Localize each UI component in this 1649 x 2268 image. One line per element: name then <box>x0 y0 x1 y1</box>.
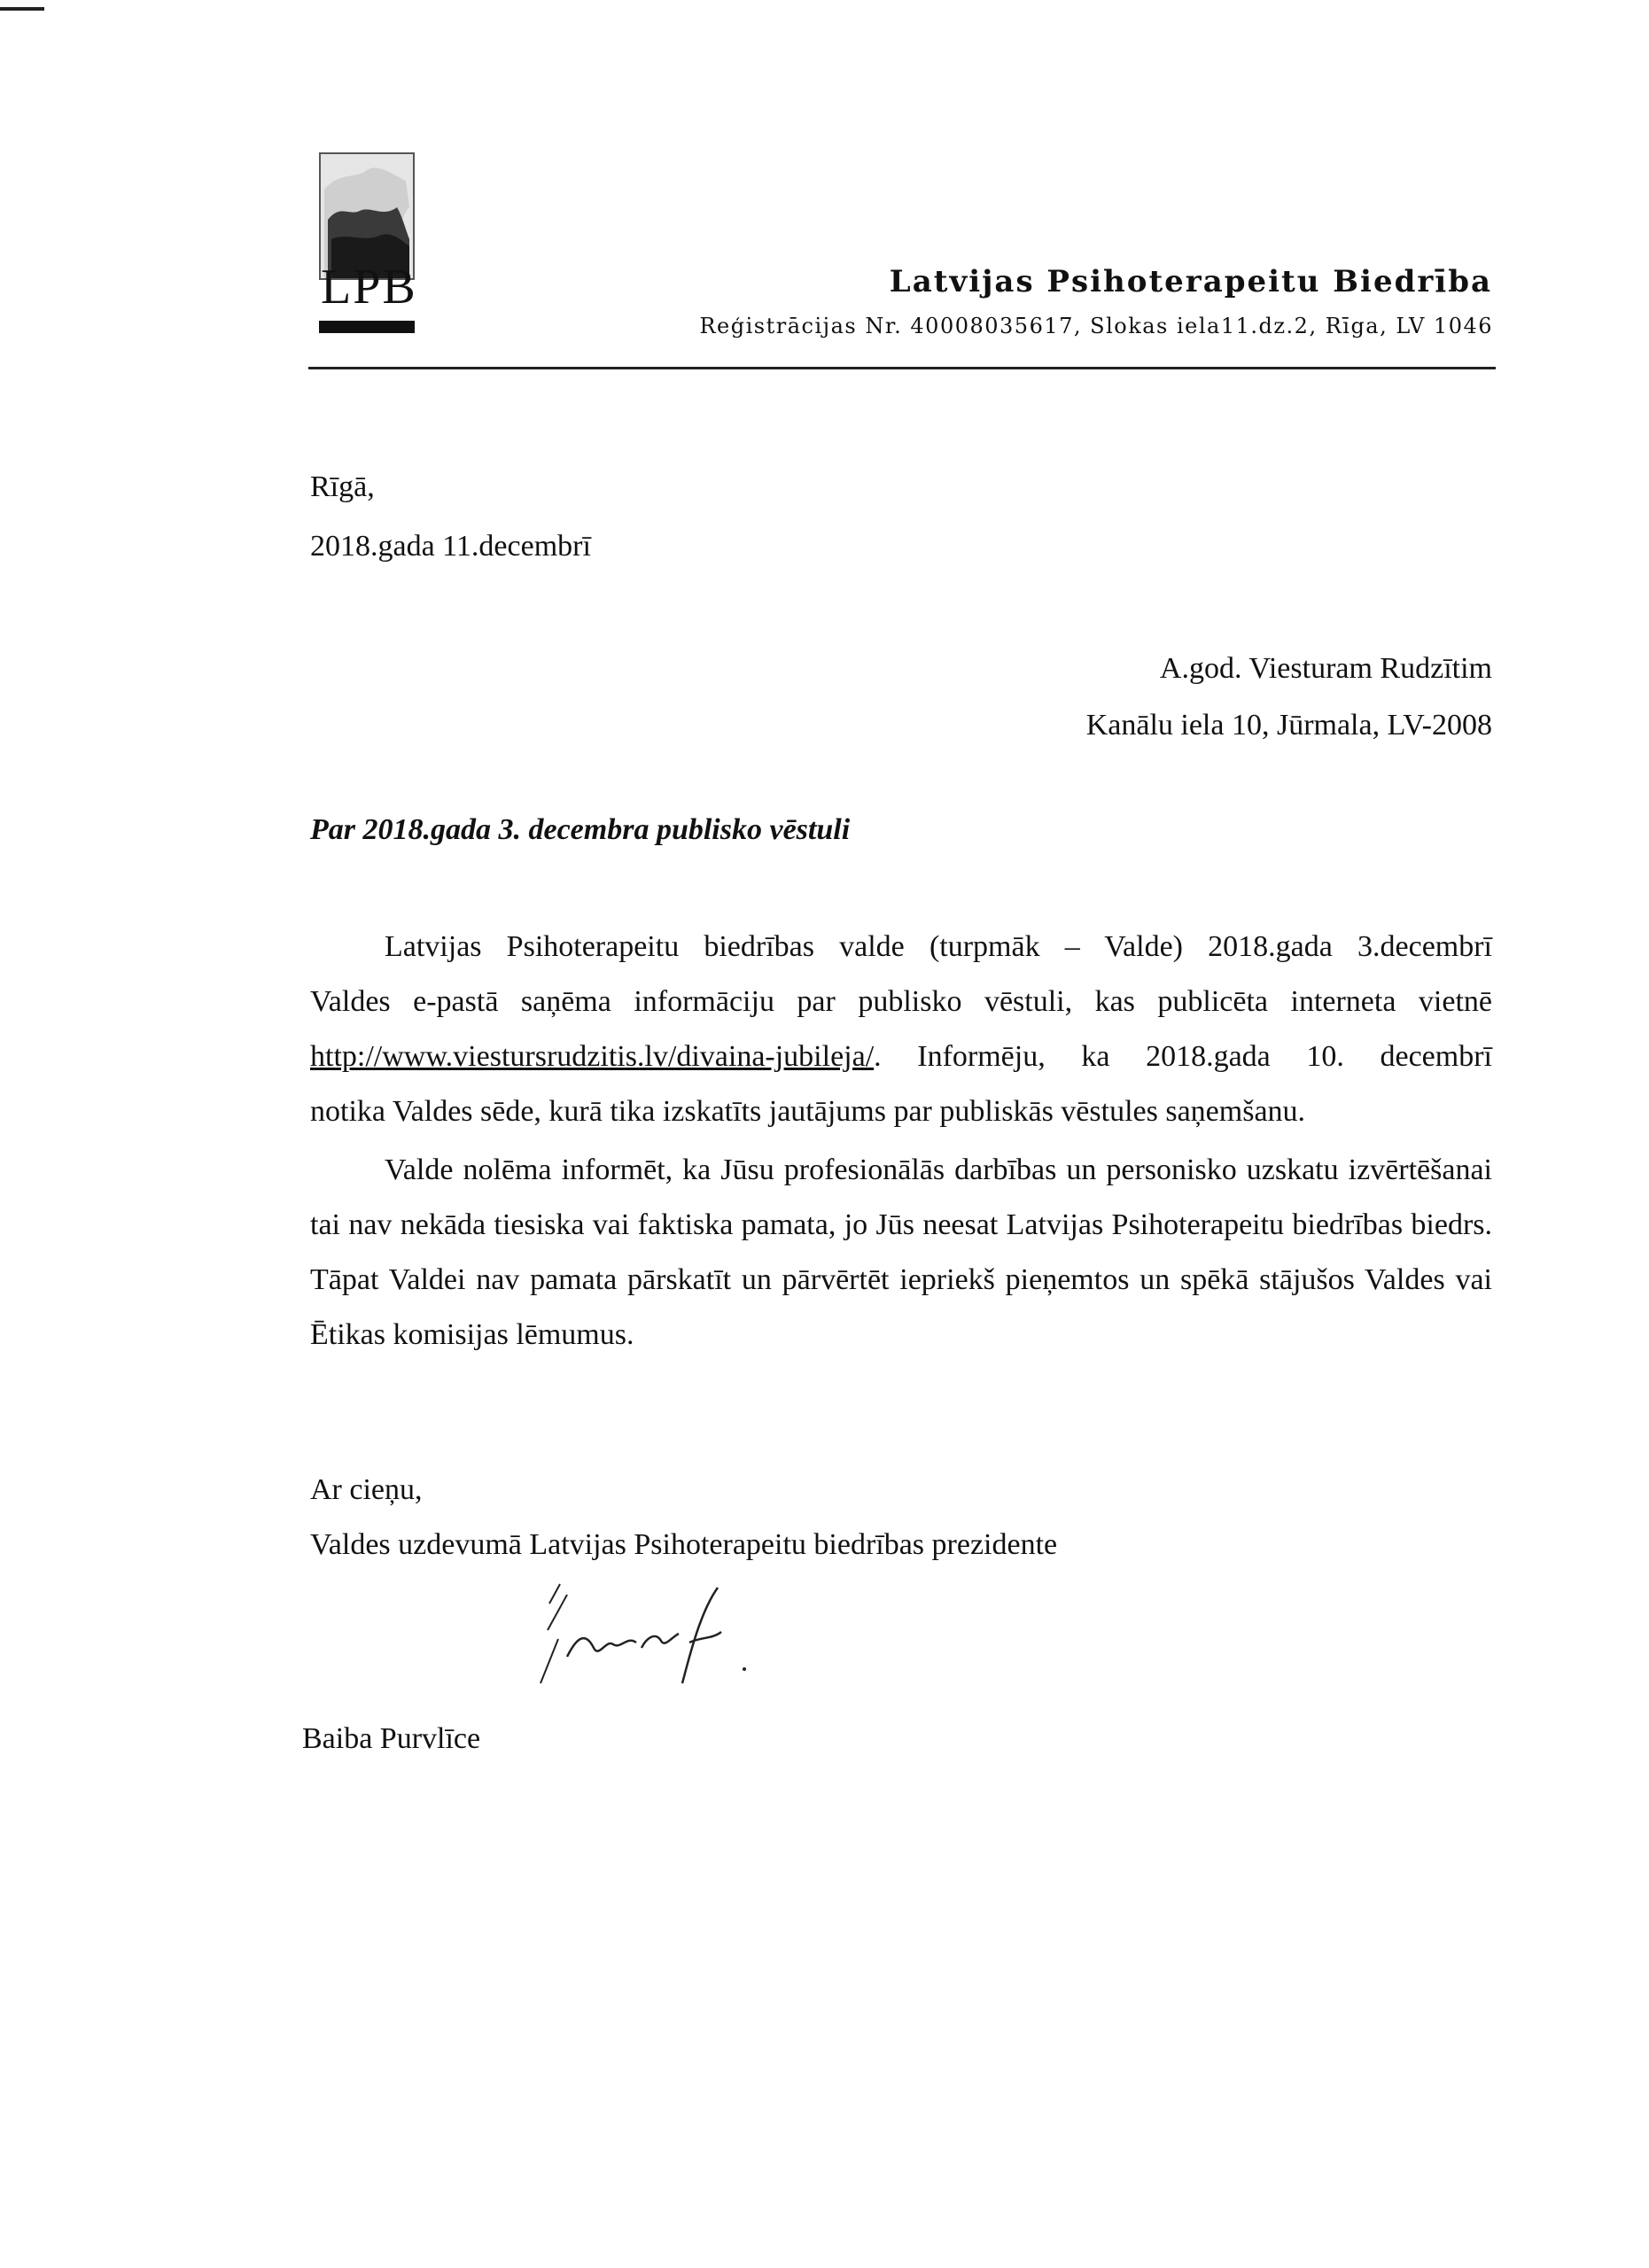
scan-corner-mark <box>0 7 44 11</box>
signatory-name: Baiba Purvlīce <box>302 1722 481 1755</box>
closing-greeting: Ar cieņu, <box>310 1473 423 1506</box>
signatory-role: Valdes uzdevumā Latvijas Psihoterapeitu biedrības prezidente <box>310 1528 1058 1561</box>
organization-registration: Reģistrācijas Nr. 40008035617, Slokas iela11.dz.2, Rīga, LV 1046 <box>699 314 1493 338</box>
letter-subject: Par 2018.gada 3. decembra publisko vēstuli <box>310 813 851 846</box>
logo-bar <box>319 321 415 333</box>
body-line: Latvijas Psihoterapeitu biedrības valde (turpmāk – Valde) 2018.gada 3.decembrī <box>385 930 1492 963</box>
letter-date: 2018.gada 11.decembrī <box>310 530 591 563</box>
body-paragraph-1-line-2: Valdes e-pastā saņēma informāciju par publisko vēstuli, kas publicēta interneta vietnē <box>310 985 1492 1018</box>
recipient-name: A.god. Viesturam Rudzītim <box>1159 652 1492 685</box>
organization-name: Latvijas Psihoterapeitu Biedrība <box>889 264 1492 299</box>
place: Rīgā, <box>310 470 375 503</box>
body-paragraph-2: Valde nolēma informēt, ka Jūsu profesionālās darbības un personisko uzskatu izvērtēšanai tai nav nekāda tiesiska vai faktiska pamata, jo Jūs neesat Latvijas Psihoterapeitu biedrības biedrs. Tāpat Valdei nav pamata pārskatīt un pārvērtēt iepriekš pieņemtos un spēkā stājušos Valdes vai Ētikas komisijas lēmumus. <box>310 1153 1492 1351</box>
logo-text: LPB <box>321 260 417 315</box>
handwritten-signature <box>532 1577 780 1710</box>
lpb-logo <box>312 152 422 340</box>
body-line-rest: . Informēju, ka 2018.gada 10. decembrī <box>874 1040 1492 1073</box>
body-paragraph-1-line-4: notika Valdes sēde, kurā tika izskatīts jautājums par publiskās vēstules saņemšanu. <box>310 1095 1306 1128</box>
header-divider <box>308 367 1496 369</box>
body-paragraph-1-line-1 <box>310 920 1492 975</box>
body-paragraph-1-line-3 <box>310 1029 1492 1084</box>
website-link[interactable]: http://www.viestursrudzitis.lv/divaina-jubileja/ <box>310 1040 875 1073</box>
recipient-address: Kanālu iela 10, Jūrmala, LV-2008 <box>1085 709 1492 742</box>
